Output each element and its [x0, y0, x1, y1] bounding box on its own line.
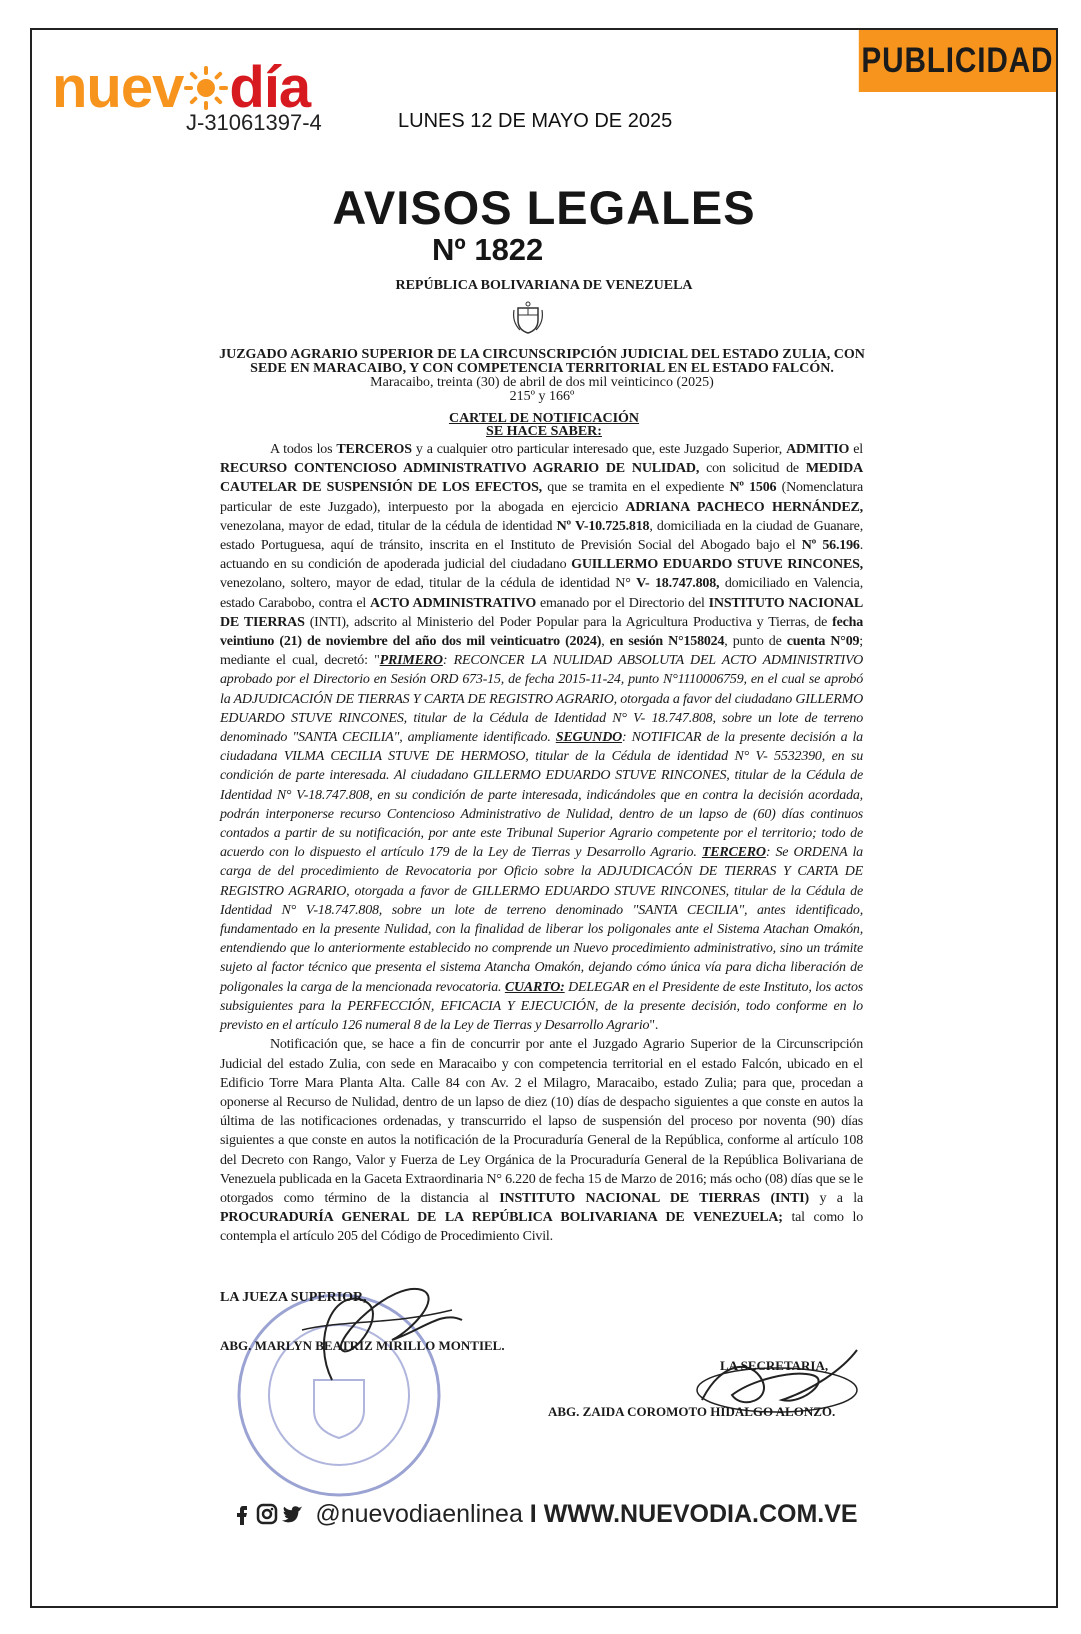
- judge-name: ABG. MARLYN BEATRIZ MIRILLO MONTIEL.: [220, 1338, 505, 1353]
- instagram-icon: [256, 1503, 278, 1525]
- sun-icon: [183, 65, 229, 111]
- judge-label: LA JUEZA SUPERIOR,: [220, 1290, 367, 1305]
- republic-heading: REPÚBLICA BOLIVARIANA DE VENEZUELA: [395, 278, 693, 293]
- rif-number: J-31061397-4: [186, 110, 322, 135]
- publicidad-banner: PUBLICIDAD: [859, 30, 1056, 92]
- notice-number: Nº 1822: [432, 232, 544, 267]
- notice-body: [220, 440, 863, 1247]
- newspaper-logo: nuev día: [52, 55, 311, 120]
- facebook-icon: [230, 1503, 252, 1525]
- secretary-label: LA SECRETARIA,: [720, 1358, 829, 1373]
- location-date: Maracaibo, treinta (30) de abril de dos mil veinticinco (2025) 215º y 166º: [370, 375, 714, 404]
- twitter-icon: [282, 1503, 304, 1525]
- secretary-name: ABG. ZAIDA COROMOTO HIDALGO ALONZO.: [548, 1404, 836, 1419]
- paragraph-2: Notificación que, se hace a fin de concurrir por ante el Juzgado Agrario Superior de la Circunscripción Judicial del estado Zulia, con sede en Maracaibo y con competencia territorial en el estado Falcón, ubicado en el Edificio Torre Mara Planta Alta. Calle 84 con Av. 2 el Milagro, Maracaibo, estado Zulia; para que, procedan a oponerse al Recurso de Nulidad, dentro de un lapso de diez (10) días de despacho siguientes a que conste en autos la última de las notificaciones ordenadas, y transcurrido el lapso de suspensión del proceso por noventa (90) días siguientes a que conste en autos la notificación de la Procuraduría General de la República, conforme al artículo 108 del Decreto con Rango, Valor y Fuerza de Ley Orgánica de la Procuraduría General de la República Bolivariana de Venezuela publicada en la Gaceta Extraordinaria N° 6.220 de fecha 15 de Marzo de 2016; más ocho (08) días que se le otorgados como término de la distancia al INSTITUTO NACIONAL DE TIERRAS (INTI) y a la PROCURADURÍA GENERAL DE LA REPÚBLICA BOLIVARIANA DE VENEZUELA; tal como lo contempla el artículo 205 del Código de Procedimiento Civil.: [220, 1037, 864, 1245]
- social-handle: @nuevodiaenlinea: [315, 1500, 523, 1528]
- website: WWW.NUEVODIA.COM.VE: [543, 1500, 858, 1528]
- paragraph-1: A todos los TERCEROS y a cualquier otro particular interesado que, este Juzgado Superior, ADMITIO el RECURSO CONTENCIOSO ADMINISTRATIVO AGRARIO DE NULIDAD, con solicitud de MEDIDA CAUTELAR DE SUSPENSIÓN DE LOS EFECTOS, que se tramita en el expediente Nº 1506 (Nomenclatura particular de este Juzgado), interpuesto por la abogada en ejercicio ADRIANA PACHECO HERNÁNDEZ, venezolana, mayor de edad, titular de la cédula de identidad Nº V-10.725.818, domiciliada en la ciudad de Guanare, estado Portuguesa, aquí de tránsito, inscrita en el Instituto de Previsión Social del Abogado bajo el Nº 56.196. actuando en su condición de apoderada judicial del ciudadano GUILLERMO EDUARDO STUVE RINCONES, venezolano, soltero, mayor de edad, titular de la cédula de identidad N° V- 18.747.808, domiciliado en Valencia, estado Carabobo, contra el ACTO ADMINISTRATIVO emanado por el Directorio del INSTITUTO NACIONAL DE TIERRAS (INTI), adscrito al Ministerio del Poder Popular para la Agricultura Productiva y Tierras, de fecha veintiuno (21) de noviembre del año dos mil veinticuatro (2024), en sesión N°158024, punto de cuenta N°09; mediante el cual, decretó: "PRIMERO: RECONCER LA NULIDAD ABSOLUTA DEL ACTO ADMINISTRTIVO aprobado por el Directorio en Sesión ORD 673-15, de fecha 2015-11-24, punto N°1110006759, en el cual se aprobó la ADJUDICACIÓN DE TIERRAS Y CARTA DE REGISTRO AGRARIO, otorgada a favor del ciudadano GILLERMO EDUARDO STUVE RINCONES, titular de la Cédula de Identidad N° V- 18.747.808, sobre un lote de terreno denominado "SANTA CECILIA", ampliamente identificado. SEGUNDO: NOTIFICAR de la presente decisión a la ciudadana VILMA CECILIA STUVE DE HERMOSO, titular de la Cédula de identidad N° V- 5532390, en su condición de parte interesada. Al ciudadano GILLERMO EDUARDO STUVE RINCONES, titular de la Cédula de Identidad N° V-18.747.808, en su condición de parte interesada, indicándoles que en contra la decisión acordada, podrán interponerse recurso Contencioso Administrativo de Nulidad, dentro de un lapso de (60) días continuos contados a partir de su notificación, por ante este Tribunal Superior Agrario competente por el territorio; todo de acuerdo con lo dispuesto el artículo 179 de la Ley de Tierras y Desarrollo Agrario. TERCERO: Se ORDENA la carga de del procedimiento de Revocatoria por Oficio sobre la ADJUDICACÓN DE TIERRAS Y CARTA DE REGISTRO AGRARIO, otorgada a favor de GILLERMO EDUARDO STUVE RINCONES, titular de la Cédula de Identidad N° V-18.747.808, sobre un lote de terreno denominado "SANTA CECILIA", antes identificado, fundamentado en la presente Nulidad, con la finalidad de liberar los poligonales ante el Sistema Atachan Omakón, entendiendo que lo anteriormente establecido no comprende un Nuevo procedimiento administrativo, sino un trámite sujeto al factor técnico que presenta el sistema Atancha Omakón, dejando cómo única vía para dicha liberación de poligonales la carga de la mencionada revocatoria. CUARTO: DELEGAR en el Presidente de este Instituto, los actos subsiguientes para la PERFECCIÓN, EFICACIA Y EJECUCIÓN, de la presente decisión, todo conforme en lo previsto en el artículo 126 numeral 8 de la Ley de Tierras y Desarrollo Agrario".: [220, 442, 864, 1034]
- notice-page: [30, 28, 1058, 1608]
- coat-of-arms-icon: [510, 300, 546, 336]
- cartel-heading: CARTEL DE NOTIFICACIÓN SE HACE SABER:: [448, 411, 640, 439]
- footer: @nuevodiaenlinea I WWW.NUEVODIA.COM.VE: [32, 1500, 1056, 1529]
- section-title: AVISOS LEGALES: [332, 181, 756, 234]
- judge-signature-icon: [272, 1270, 472, 1390]
- issue-date: LUNES 12 DE MAYO DE 2025: [398, 110, 673, 132]
- court-heading: JUZGADO AGRARIO SUPERIOR DE LA CIRCUNSCRIPCIÓN JUDICIAL DEL ESTADO ZULIA, CON SEDE EN MARACAIBO, Y CON COMPETENCIA TERRITORIAL EN EL ESTADO FALCÓN.: [219, 347, 865, 376]
